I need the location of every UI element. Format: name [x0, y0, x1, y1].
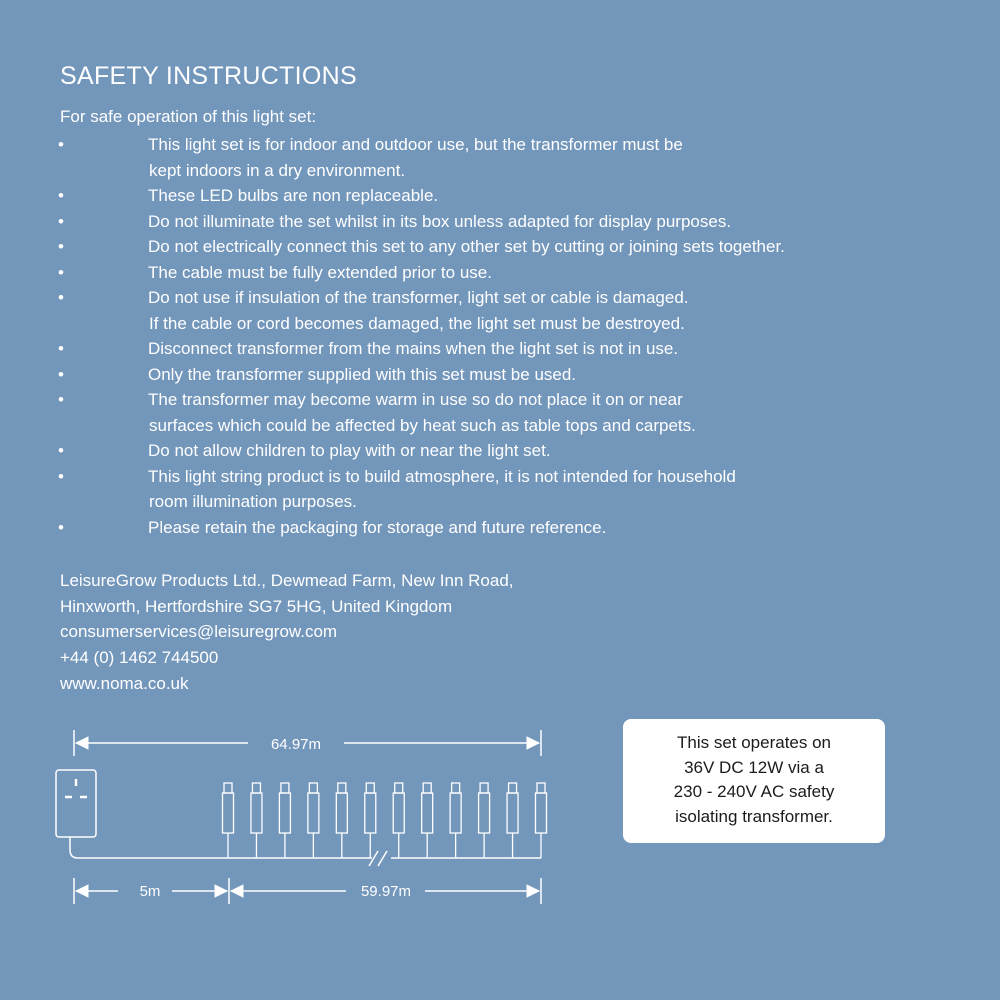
- lead-length-dimension: [74, 878, 229, 904]
- instruction-line: Do not allow children to play with or near the light set.: [148, 441, 551, 460]
- led-bulb-icon: [308, 783, 319, 858]
- bullet-icon: •: [58, 262, 64, 282]
- power-info-line-4: isolating transformer.: [675, 806, 833, 826]
- power-info-line-3: 230 - 240V AC safety: [673, 782, 835, 801]
- led-bulb-icon: [422, 783, 433, 858]
- bullet-icon: •: [58, 390, 64, 409]
- total-length-label: 64.97m: [270, 736, 322, 753]
- company-phone: +44 (0) 1462 744500: [60, 648, 219, 668]
- power-info-line-1: This set operates on: [676, 733, 832, 752]
- company-address-line-1: LeisureGrow Products Ltd., Dewmead Farm, New Inn Road,: [60, 571, 514, 590]
- bullet-icon: •: [58, 339, 64, 358]
- led-bulb-icon: [450, 783, 461, 858]
- led-bulb-icon: [536, 783, 547, 858]
- company-address-line-2: Hinxworth, Hertfordshire SG7 5HG, United Kingdom: [60, 596, 453, 616]
- string-length-label: 59.97m: [360, 883, 412, 900]
- bullet-icon: •: [58, 237, 64, 256]
- bullet-icon: •: [58, 364, 64, 384]
- instruction-line: Do not electrically connect this set to any other set by cutting or joining sets together.: [148, 237, 785, 256]
- led-bulb-icon: [365, 783, 376, 858]
- instruction-line: This light string product is to build atmosphere, it is not intended for household: [148, 466, 736, 486]
- lead-length-label: 5m: [139, 883, 161, 900]
- bullet-icon: •: [58, 288, 64, 307]
- total-length-dimension: [74, 730, 541, 756]
- instruction-line-continued: If the cable or cord becomes damaged, the light set must be destroyed.: [149, 313, 685, 333]
- instruction-line: These LED bulbs are non replaceable.: [148, 186, 439, 205]
- instruction-line: Only the transformer supplied with this set must be used.: [148, 364, 577, 384]
- power-info-line-2: 36V DC 12W via a: [684, 757, 824, 777]
- instruction-line: The cable must be fully extended prior to use.: [148, 262, 492, 282]
- led-bulb-icon: [279, 783, 290, 858]
- instruction-line-continued: kept indoors in a dry environment.: [149, 160, 406, 180]
- instruction-line-continued: room illumination purposes.: [149, 492, 357, 511]
- instruction-line-continued: surfaces which could be affected by heat such as table tops and carpets.: [149, 415, 696, 435]
- led-bulb-icon: [393, 783, 404, 858]
- led-bulb-string: [223, 783, 547, 858]
- cable: [70, 837, 541, 866]
- instruction-line: Do not use if insulation of the transformer, light set or cable is damaged.: [148, 288, 689, 307]
- instruction-line: This light set is for indoor and outdoor use, but the transformer must be: [148, 135, 683, 154]
- bullet-icon: •: [58, 135, 64, 154]
- intro-text: For safe operation of this light set:: [60, 107, 317, 126]
- led-bulb-icon: [479, 783, 490, 858]
- instruction-line: Do not illuminate the set whilst in its box unless adapted for display purposes.: [148, 211, 732, 231]
- bullet-icon: •: [58, 186, 64, 205]
- led-bulb-icon: [223, 783, 234, 858]
- bullet-icon: •: [58, 441, 64, 460]
- led-bulb-icon: [251, 783, 262, 858]
- power-info-box: [623, 719, 885, 843]
- company-website[interactable]: www.noma.co.uk: [60, 673, 189, 693]
- company-email[interactable]: consumerservices@leisuregrow.com: [60, 622, 338, 642]
- bullet-icon: •: [58, 211, 64, 231]
- instruction-line: Please retain the packaging for storage and future reference.: [148, 517, 607, 537]
- instruction-line: Disconnect transformer from the mains when the light set is not in use.: [148, 339, 679, 358]
- led-bulb-icon: [336, 783, 347, 858]
- string-length-dimension: [231, 878, 541, 904]
- led-bulb-icon: [507, 783, 518, 858]
- page-title: SAFETY INSTRUCTIONS: [60, 62, 357, 90]
- bullet-icon: •: [58, 517, 64, 537]
- uk-plug-transformer-icon: [56, 770, 96, 837]
- bullet-icon: •: [58, 466, 64, 486]
- instruction-line: The transformer may become warm in use so do not place it on or near: [148, 390, 683, 409]
